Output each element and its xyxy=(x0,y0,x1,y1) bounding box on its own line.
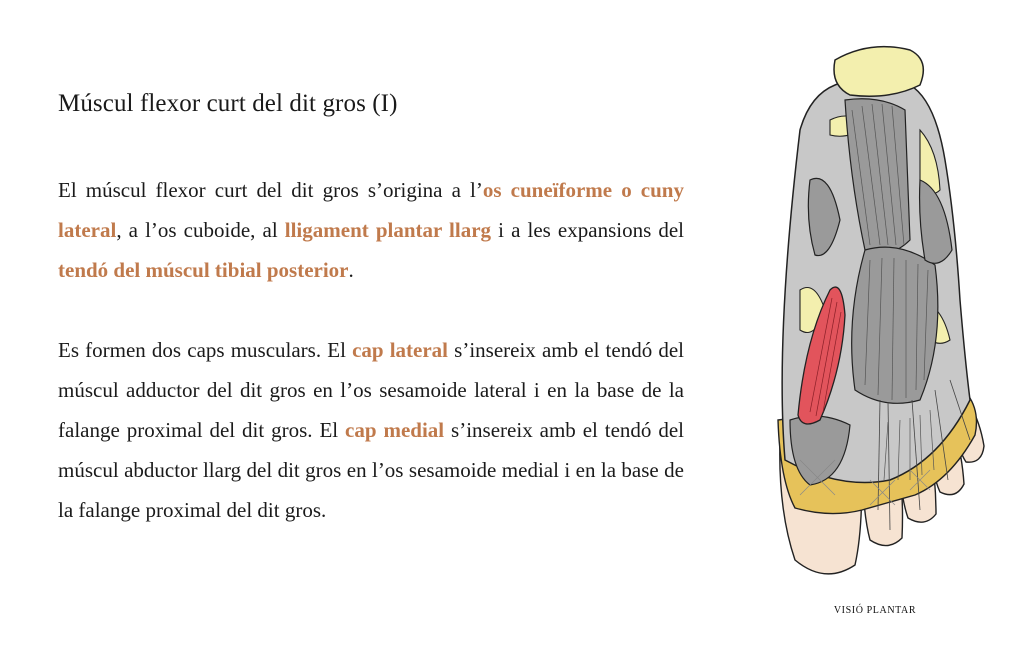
highlight-cap-medial: cap medial xyxy=(345,418,445,442)
foot-plantar-illustration xyxy=(770,40,990,585)
paragraph-origin: El múscul flexor curt del dit gros s’origina a l’os cuneïforme o cuny lateral, a l’os cuboide, al lligament plantar llarg i a les expansions del tendó del múscul tibial posterior. xyxy=(58,178,685,282)
highlight-cap-lateral: cap lateral xyxy=(352,338,449,362)
highlight-os-cuneiforme: os cuneïforme o cuny lateral xyxy=(58,178,684,242)
highlight-tendo-tibial: tendó del múscul tibial posterior xyxy=(58,258,349,282)
body-text xyxy=(58,170,684,530)
figure-caption: VISIÓ PLANTAR xyxy=(833,605,917,616)
highlight-lligament-plantar: lligament plantar llarg xyxy=(284,218,492,242)
page-title: Múscul flexor curt del dit gros (I) xyxy=(58,90,398,117)
heel-bone xyxy=(834,47,923,97)
paragraph-insertion: Es formen dos caps musculars. El cap lateral s’insereix amb el tendó del múscul adductor del dit gros en l’os sesamoide lateral i en la base de la falange proximal del dit gros. El cap medial s’insereix amb el tendó del múscul abductor llarg del dit gros en l’os sesamoide medial i en la base de la falange proximal del dit gros. xyxy=(58,338,685,522)
